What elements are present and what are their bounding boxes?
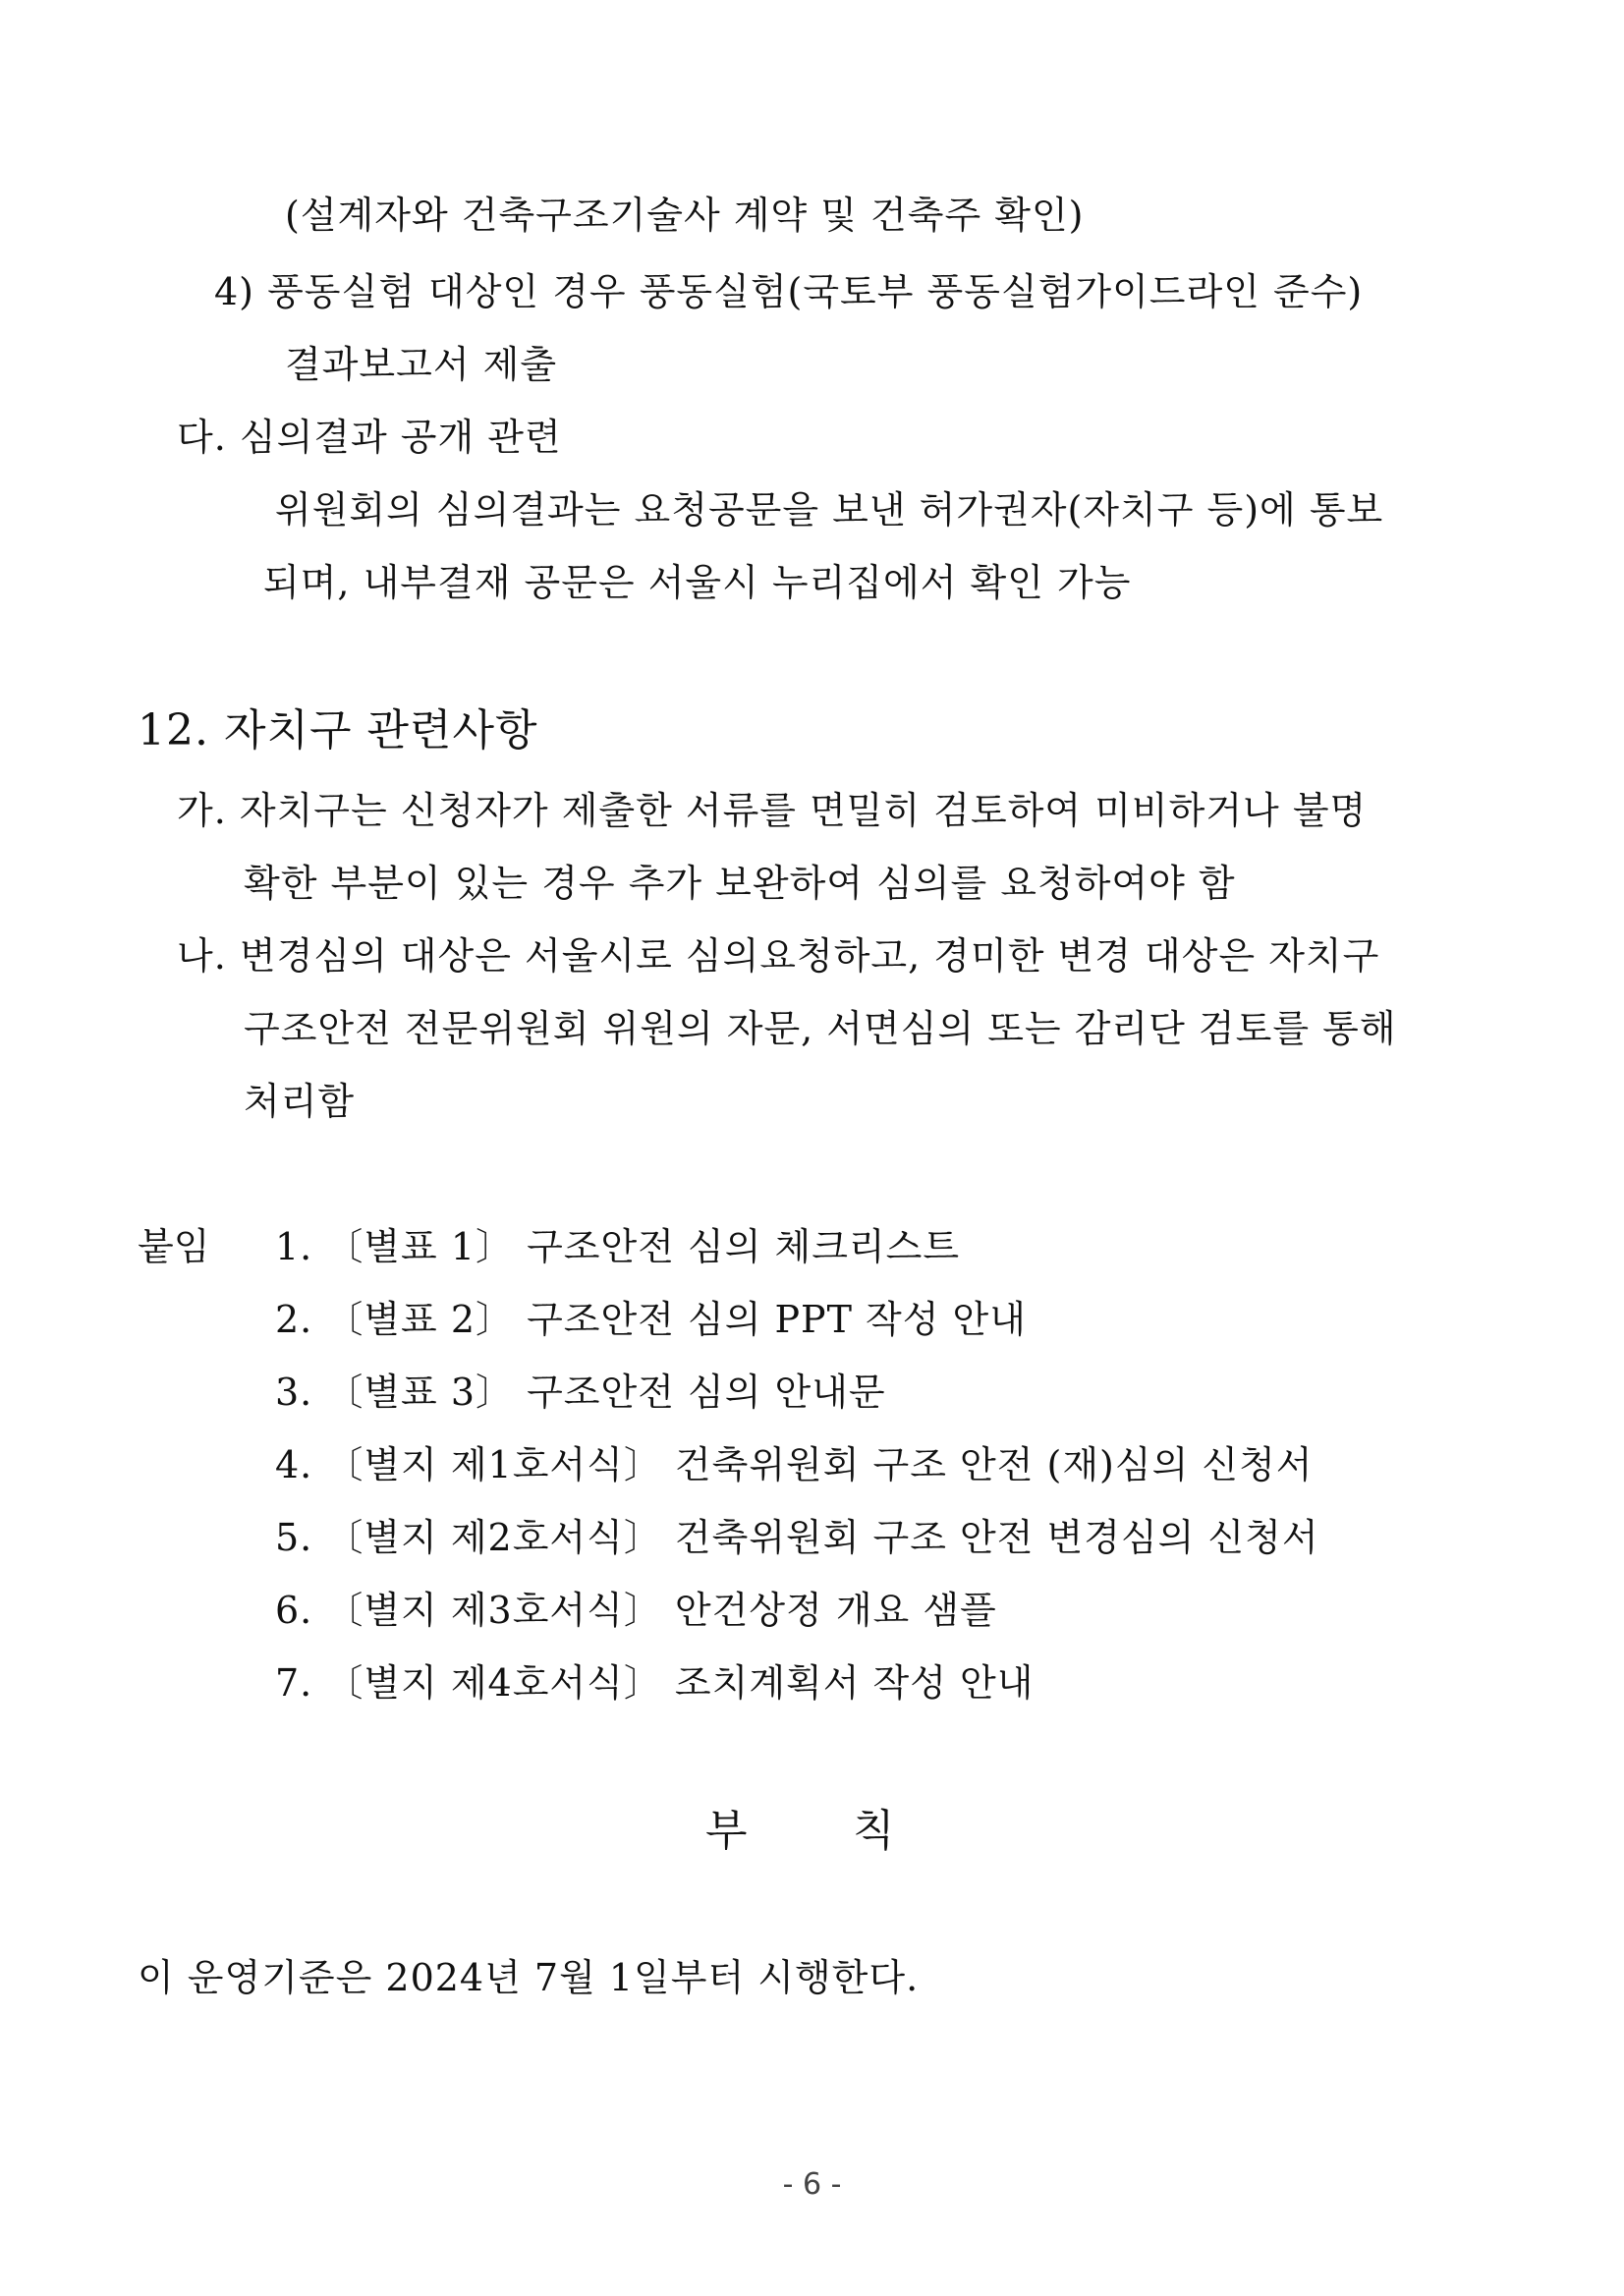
supplementary-title-char-1: 부 bbox=[705, 1806, 748, 1856]
item-na-line2: 구조안전 전문위원회 위원의 자문, 서면심의 또는 감리단 검토를 통해 bbox=[244, 1007, 1397, 1050]
item-da-line2: 되며, 내부결재 공문은 서울시 누리집에서 확인 가능 bbox=[263, 561, 1132, 604]
page-number: - 6 - bbox=[782, 2167, 842, 2202]
attachment-item-2: 2. 〔별표 2〕 구조안전 심의 PPT 작성 안내 bbox=[275, 1298, 1027, 1341]
section-12-heading: 12. 자치구 관련사항 bbox=[138, 705, 538, 756]
supplementary-title-char-2: 칙 bbox=[853, 1806, 895, 1856]
item-da-title: 다. 심의결과 공개 관련 bbox=[177, 416, 562, 459]
item-ga-line2: 확한 부분이 있는 경우 추가 보완하여 심의를 요청하여야 함 bbox=[244, 862, 1236, 905]
designer-contract-note: (설계자와 건축구조기술사 계약 및 건축주 확인) bbox=[285, 194, 1085, 237]
attachment-item-3: 3. 〔별표 3〕 구조안전 심의 안내문 bbox=[275, 1371, 886, 1414]
attachment-item-4: 4. 〔별지 제1호서식〕 건축위원회 구조 안전 (재)심의 신청서 bbox=[275, 1443, 1314, 1486]
item-ga-line1: 가. 자치구는 신청자가 제출한 서류를 면밀히 검토하여 미비하거나 불명 bbox=[177, 789, 1368, 832]
item-4-wind-tunnel-line1: 4) 풍동실험 대상인 경우 풍동실험(국토부 풍동실험가이드라인 준수) bbox=[214, 270, 1364, 313]
item-4-wind-tunnel-line2: 결과보고서 제출 bbox=[285, 343, 558, 386]
item-na-line3: 처리함 bbox=[244, 1080, 356, 1123]
item-na-line1: 나. 변경심의 대상은 서울시로 심의요청하고, 경미한 변경 대상은 자치구 bbox=[177, 934, 1380, 978]
attachment-item-7: 7. 〔별지 제4호서식〕 조치계획서 작성 안내 bbox=[275, 1661, 1035, 1705]
attachment-item-5: 5. 〔별지 제2호서식〕 건축위원회 구조 안전 변경심의 신청서 bbox=[275, 1516, 1319, 1559]
supplementary-text: 이 운영기준은 2024년 7월 1일부터 시행한다. bbox=[138, 1956, 920, 1999]
attachments-label: 붙임 bbox=[138, 1225, 210, 1268]
attachment-item-1: 1. 〔별표 1〕 구조안전 심의 체크리스트 bbox=[275, 1225, 961, 1268]
item-da-line1: 위원회의 심의결과는 요청공문을 보낸 허가권자(자치구 등)에 통보 bbox=[275, 488, 1384, 532]
attachment-item-6: 6. 〔별지 제3호서식〕 안건상정 개요 샘플 bbox=[275, 1589, 997, 1632]
supplementary-title bbox=[0, 1806, 1624, 1859]
